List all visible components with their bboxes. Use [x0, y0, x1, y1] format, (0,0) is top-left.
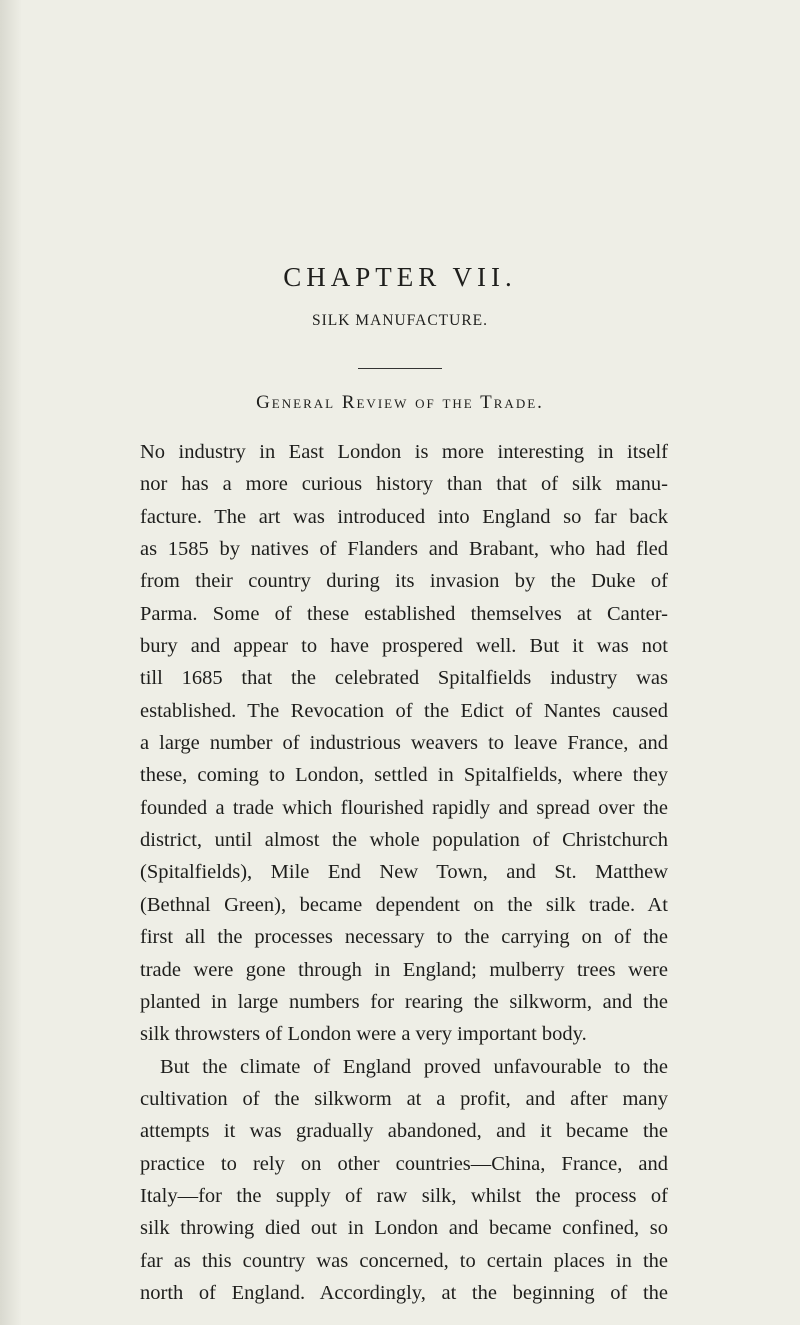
text-line: first all the processes necessary to the carrying on of the	[140, 926, 668, 949]
text-line: a large number of industrious weavers to leave France, and	[140, 732, 668, 755]
text-line: planted in large numbers for rearing the silkworm, and the	[140, 990, 668, 1013]
text-line: silk throwsters of London were a very important body.	[140, 1023, 587, 1046]
text-line: far as this country was concerned, to certain places in the	[140, 1249, 668, 1272]
text-line: Italy—for the supply of raw silk, whilst the process of	[140, 1184, 668, 1207]
text-line: cultivation of the silkworm at a profit, and after many	[140, 1087, 668, 1110]
text-line: attempts it was gradually abandoned, and it became the	[140, 1120, 668, 1143]
text-line: practice to rely on other countries—China, France, and	[140, 1152, 668, 1175]
text-line: trade were gone through in England; mulberry trees were	[140, 958, 668, 981]
chapter-title: CHAPTER VII.	[283, 262, 517, 292]
text-line: north of England. Accordingly, at the beginning of the	[140, 1281, 668, 1304]
text-line: nor has a more curious history than that of silk manu-	[140, 473, 668, 496]
divider-rule	[358, 368, 442, 369]
body-text	[140, 436, 668, 1309]
text-line: silk throwing died out in London and became confined, so	[140, 1217, 668, 1240]
text-line: But the climate of England proved unfavourable to the	[160, 1055, 668, 1078]
text-line: bury and appear to have prospered well. But it was not	[140, 635, 668, 658]
text-line: these, coming to London, settled in Spitalfields, where they	[140, 764, 668, 787]
text-line: founded a trade which flourished rapidly and spread over the	[140, 796, 668, 819]
text-line: facture. The art was introduced into England so far back	[140, 505, 668, 528]
text-line: established. The Revocation of the Edict of Nantes caused	[140, 699, 668, 722]
text-line: district, until almost the whole population of Christchurch	[140, 829, 668, 852]
section-heading: General Review of the Trade.	[256, 392, 544, 413]
text-line: No industry in East London is more interesting in itself	[140, 441, 668, 463]
text-line: (Bethnal Green), became dependent on the silk trade. At	[140, 893, 668, 916]
text-line: Parma. Some of these established themselves at Canter-	[140, 602, 668, 625]
text-line: till 1685 that the celebrated Spitalfields industry was	[140, 667, 668, 690]
text-line: (Spitalfields), Mile End New Town, and St. Matthew	[140, 861, 668, 884]
text-line: as 1585 by natives of Flanders and Brabant, who had fled	[140, 538, 668, 561]
page-edge	[0, 0, 22, 1325]
chapter-subject: SILK MANUFACTURE.	[311, 312, 489, 329]
text-line: from their country during its invasion by the Duke of	[140, 570, 668, 593]
